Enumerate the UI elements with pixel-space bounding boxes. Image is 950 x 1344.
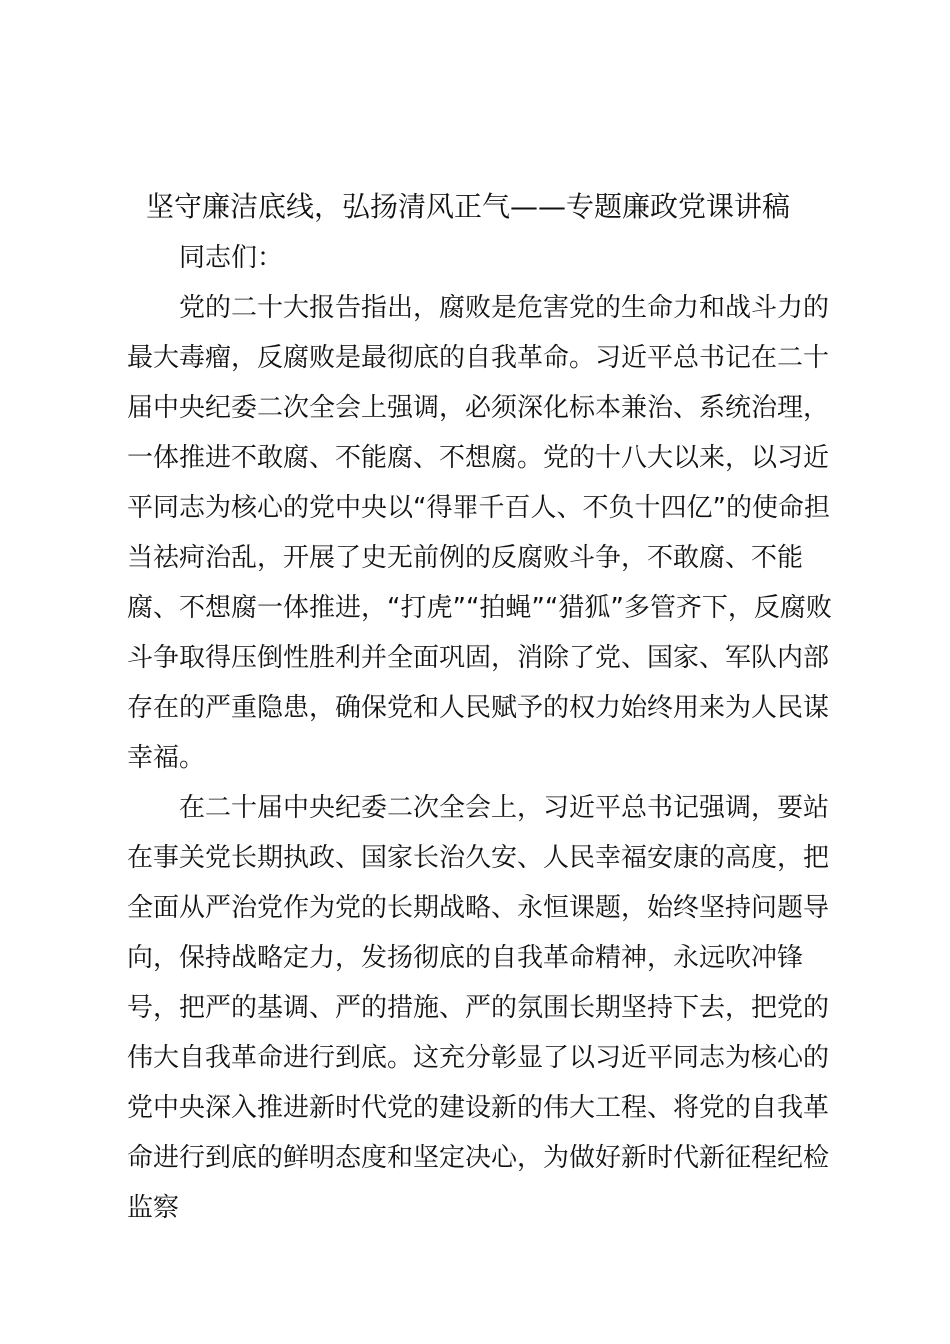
salutation: 同志们： bbox=[179, 243, 284, 273]
paragraph-2: 在二十届中央纪委二次全会上，习近平总书记强调，要站在事关党长期执政、国家长治久安、人民幸福安康的高度，把全面从严治党作为党的长期战略、永恒课题，始终坚持问题导向，保持战略定力，发扬彻底的自我革命精神，永远吹冲锋号，把严的基调、严的措施、严的氛围长期坚持下去，把党的伟大自我革命进行到底。这充分彰显了以习近平同志为核心的党中央深入推进新时代党的建设新的伟大工程、将党的自我革命进行到底的鲜明态度和坚定决心，为做好新时代新征程纪检监察 bbox=[127, 793, 830, 1223]
document-body bbox=[127, 233, 835, 1233]
paragraph-1: 党的二十大报告指出，腐败是危害党的生命力和战斗力的最大毒瘤，反腐败是最彻底的自我革命。习近平总书记在二十届中央纪委二次全会上强调，必须深化标本兼治、系统治理，一体推进不敢腐、不能腐、不想腐。党的十八大以来，以习近平同志为核心的党中央以“得罪千百人、不负十四亿”的使命担当祛疴治乱，开展了史无前例的反腐败斗争，不敢腐、不能腐、不想腐一体推进，“打虎”“拍蝇”“猎狐”多管齐下，反腐败斗争取得压倒性胜利并全面巩固，消除了党、国家、军队内部存在的严重隐患，确保党和人民赋予的权力始终用来为人民谋幸福。 bbox=[127, 293, 832, 773]
document-title: 坚守廉洁底线，弘扬清风正气——专题廉政党课讲稿 bbox=[146, 190, 791, 223]
